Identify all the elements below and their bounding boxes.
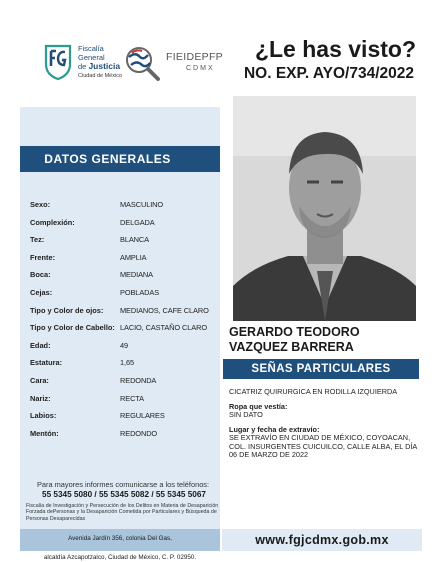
field-row xyxy=(30,390,230,408)
ropa-label: Ropa que vestía: xyxy=(229,401,288,411)
field-value: LACIO, CASTAÑO CLARO xyxy=(120,323,207,333)
person-name-line2: VAZQUEZ BARRERA xyxy=(229,340,354,354)
field-label: Estatura: xyxy=(30,358,63,368)
footer-address xyxy=(20,529,220,561)
fideicomiso-logo xyxy=(122,43,223,83)
field-row xyxy=(30,354,230,372)
lugar-label: Lugar y fecha de extravío: xyxy=(229,424,320,434)
fgj-line1: Fiscalía xyxy=(78,44,104,53)
field-value: BLANCA xyxy=(120,235,149,245)
field-label: Frente: xyxy=(30,252,56,262)
website-link[interactable]: www.fgjcdmx.gob.mx xyxy=(255,533,389,547)
field-label: Sexo: xyxy=(30,200,51,209)
field-label: Tez: xyxy=(30,235,45,245)
field-label: Complexión: xyxy=(30,217,75,227)
fgj-line4: Ciudad de México xyxy=(78,73,123,79)
field-value: REDONDO xyxy=(120,428,158,438)
agency-name: Fiscalía de Investigación y Persecución de los Delitos en Materia de Desaparición Forzada dePersonas y la Desaparición Cometida por Particulares y Búsqueda de Personas Desaparecidas xyxy=(26,503,219,522)
ropa-value: SIN DATO xyxy=(229,410,263,419)
field-row xyxy=(30,302,230,320)
field-value: AMPLIA xyxy=(120,252,147,262)
datos-fields xyxy=(30,196,230,442)
person-name xyxy=(229,325,419,355)
case-number: NO. EXP. AYO/734/2022 xyxy=(243,65,414,82)
contact-phones[interactable]: 55 5345 5080 / 55 5345 5082 / 55 5345 5067 xyxy=(42,490,206,499)
senas-description: CICATRIZ QUIRURGICA EN RODILLA IZQUIERDA xyxy=(229,387,398,396)
senas-particulares-header xyxy=(223,359,419,379)
field-label: Edad: xyxy=(30,340,51,350)
person-photo xyxy=(233,96,416,321)
poster-headline: ¿Le has visto? xyxy=(254,36,416,62)
fgj-shield-icon xyxy=(43,44,73,80)
field-value: POBLADAS xyxy=(120,287,160,297)
field-value: REGULARES xyxy=(120,411,165,421)
fideicomiso-title: FIEIDEPFP xyxy=(166,51,223,63)
field-label: Boca: xyxy=(30,270,51,280)
field-row xyxy=(30,337,230,355)
senas-particulares-title: SEÑAS PARTICULARES xyxy=(251,363,391,375)
fgj-line2: General xyxy=(78,53,105,62)
field-row xyxy=(30,214,230,232)
field-row xyxy=(30,266,230,284)
fgj-line3-prefix: de xyxy=(78,62,89,71)
fgj-logo xyxy=(43,44,122,81)
field-row xyxy=(30,284,230,302)
field-row xyxy=(30,372,230,390)
field-row xyxy=(30,196,230,214)
field-row xyxy=(30,425,230,443)
globe-magnifier-icon xyxy=(122,43,162,83)
field-label: Labios: xyxy=(30,411,57,421)
fideicomiso-subtitle: CDMX xyxy=(186,65,215,72)
field-value: REDONDA xyxy=(120,375,157,385)
address-line2: alcaldía Azcapotzalco, Ciudad de México, C. P. 02950. xyxy=(43,554,197,561)
datos-generales-title: DATOS GENERALES xyxy=(44,152,171,166)
field-value: MEDIANOS, CAFE CLARO xyxy=(120,305,209,315)
address-line1: Avenida Jardín 356, colonia Del Gas, xyxy=(68,535,172,542)
footer-website xyxy=(222,529,422,551)
field-label: Tipo y Color de ojos: xyxy=(30,305,104,315)
field-label: Cara: xyxy=(30,375,49,385)
field-value: 1,65 xyxy=(120,358,134,368)
field-row xyxy=(30,231,230,249)
field-label: Nariz: xyxy=(30,393,51,403)
contact-intro: Para mayores informes comunicarse a los teléfonos: xyxy=(36,480,210,489)
field-label: Cejas: xyxy=(30,287,53,297)
field-row xyxy=(30,319,230,337)
person-name-line1: GERARDO TEODORO xyxy=(229,325,360,339)
field-row xyxy=(30,407,230,425)
field-row xyxy=(30,249,230,267)
fgj-line3-bold: Justicia xyxy=(88,61,121,71)
senas-content xyxy=(229,388,419,466)
field-value: MEDIANA xyxy=(120,270,153,280)
lugar-value: SE EXTRAVÍO EN CIUDAD DE MÉXICO, COYOACAN, COL. INSURGENTES CUICUILCO, CALLE ALBA, EL DÍA 06 DE MARZO DE 2022 xyxy=(229,433,417,459)
field-label: Mentón: xyxy=(30,428,59,438)
field-value: RECTA xyxy=(120,393,144,403)
datos-generales-header xyxy=(20,146,220,172)
field-value: MASCULINO xyxy=(120,200,164,209)
field-value: DELGADA xyxy=(120,217,155,227)
field-label: Tipo y Color de Cabello: xyxy=(30,323,115,333)
field-value: 49 xyxy=(120,340,129,350)
